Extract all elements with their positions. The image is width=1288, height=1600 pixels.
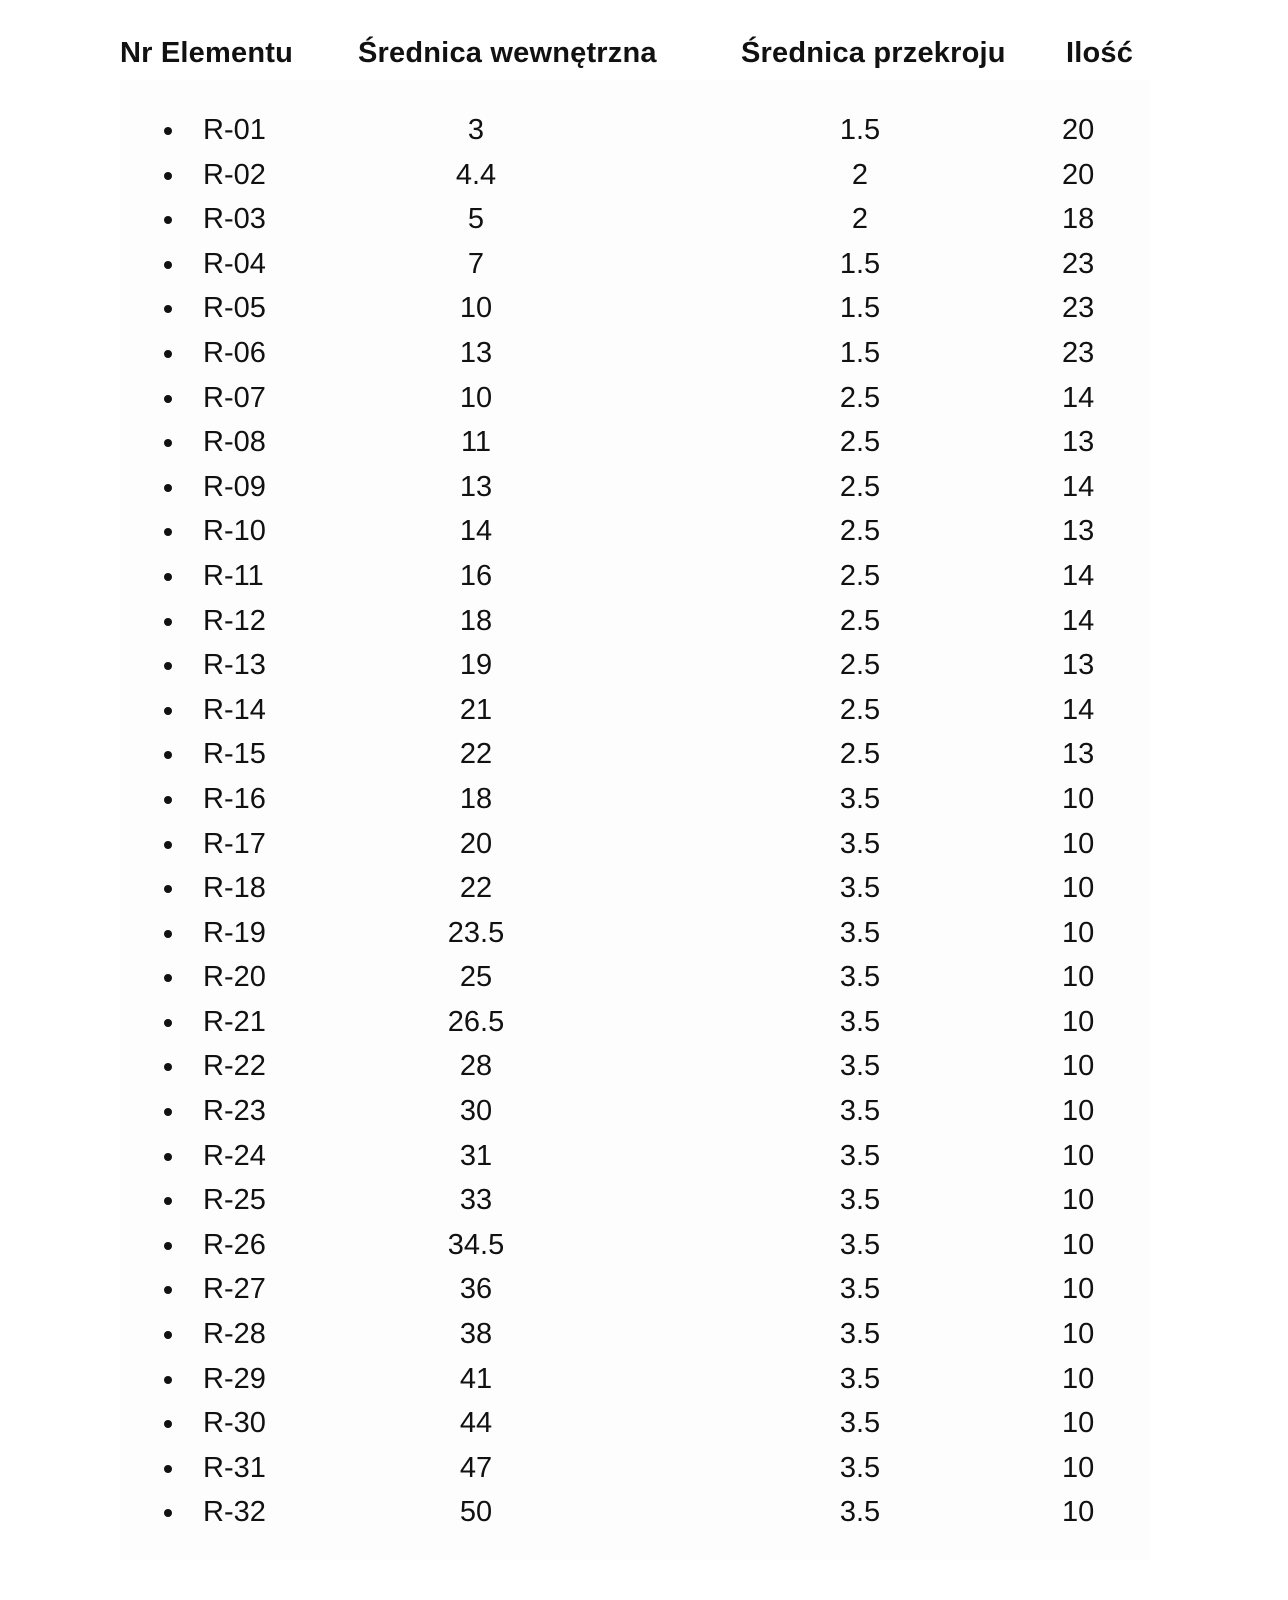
element-number: R-20 bbox=[203, 961, 266, 994]
cross-section-value: 3.5 bbox=[839, 1407, 881, 1440]
inner-diameter-value: 3 bbox=[467, 114, 485, 146]
inner-diameter-value: 13 bbox=[459, 470, 493, 503]
list-item bbox=[0, 1044, 1288, 1089]
quantity-value: 23 bbox=[1062, 247, 1095, 280]
inner-diameter-value: 21 bbox=[459, 693, 493, 726]
list-item bbox=[0, 376, 1288, 421]
quantity-value: 23 bbox=[1062, 336, 1095, 369]
quantity-value: 10 bbox=[1062, 1407, 1095, 1440]
header-inner-diameter: Średnica wewnętrzna bbox=[358, 37, 657, 69]
list-item bbox=[0, 153, 1288, 198]
inner-diameter-value: 5 bbox=[467, 203, 485, 236]
element-number: R-15 bbox=[203, 738, 266, 771]
quantity-value: 10 bbox=[1062, 1318, 1095, 1351]
element-number: R-28 bbox=[203, 1318, 266, 1351]
element-number: R-16 bbox=[203, 782, 266, 815]
cross-section-value: 3.5 bbox=[839, 1095, 881, 1128]
cross-section-value: 3.5 bbox=[839, 1139, 881, 1172]
list-item bbox=[0, 822, 1288, 867]
element-number: R-08 bbox=[203, 426, 266, 459]
element-number: R-06 bbox=[203, 336, 266, 369]
header-quantity: Ilość bbox=[1066, 37, 1134, 69]
bullet-icon bbox=[164, 172, 172, 180]
quantity-value: 10 bbox=[1062, 1273, 1095, 1306]
quantity-value: 10 bbox=[1062, 1184, 1095, 1217]
quantity-value: 14 bbox=[1062, 559, 1095, 592]
cross-section-value: 2.5 bbox=[839, 649, 881, 682]
cross-section-value: 3.5 bbox=[839, 1273, 881, 1306]
inner-diameter-value: 19 bbox=[459, 649, 493, 682]
element-number: R-14 bbox=[203, 693, 266, 726]
bullet-icon bbox=[164, 1242, 172, 1250]
quantity-value: 10 bbox=[1062, 782, 1095, 815]
bullet-icon bbox=[164, 707, 172, 715]
inner-diameter-value: 31 bbox=[459, 1139, 493, 1172]
quantity-value: 13 bbox=[1062, 426, 1095, 459]
quantity-value: 10 bbox=[1062, 1139, 1095, 1172]
list-item bbox=[0, 1446, 1288, 1491]
element-number: R-13 bbox=[203, 649, 266, 682]
element-number: R-04 bbox=[203, 247, 266, 280]
bullet-icon bbox=[164, 261, 172, 269]
bullet-icon bbox=[164, 1153, 172, 1161]
list-item bbox=[0, 420, 1288, 465]
list-item bbox=[0, 732, 1288, 777]
inner-diameter-value: 18 bbox=[459, 604, 493, 637]
element-number: R-23 bbox=[203, 1095, 266, 1128]
list-item bbox=[0, 1134, 1288, 1179]
cross-section-value: 3.5 bbox=[839, 1318, 881, 1351]
element-number: R-26 bbox=[203, 1228, 266, 1261]
list-item bbox=[0, 1357, 1288, 1402]
cross-section-value: 3.5 bbox=[839, 1005, 881, 1038]
inner-diameter-value: 20 bbox=[459, 827, 493, 860]
element-number: R-02 bbox=[203, 158, 266, 191]
bullet-icon bbox=[164, 127, 172, 135]
cross-section-value: 2.5 bbox=[839, 515, 881, 548]
cross-section-value: 3.5 bbox=[839, 782, 881, 815]
list-item bbox=[0, 1178, 1288, 1223]
bullet-icon bbox=[164, 439, 172, 447]
cross-section-value: 2.5 bbox=[839, 559, 881, 592]
bullet-icon bbox=[164, 618, 172, 626]
inner-diameter-value: 41 bbox=[459, 1362, 493, 1395]
list-item bbox=[0, 331, 1288, 376]
inner-diameter-value: 7 bbox=[467, 247, 485, 280]
list-item bbox=[0, 911, 1288, 956]
inner-diameter-value: 44 bbox=[459, 1407, 493, 1440]
list-item bbox=[0, 1267, 1288, 1312]
bullet-icon bbox=[164, 216, 172, 224]
bullet-icon bbox=[164, 1420, 172, 1428]
parts-list bbox=[0, 108, 1288, 1535]
element-number: R-21 bbox=[203, 1005, 266, 1038]
list-item bbox=[0, 777, 1288, 822]
bullet-icon bbox=[164, 1376, 172, 1384]
inner-diameter-value: 28 bbox=[459, 1050, 493, 1083]
quantity-value: 10 bbox=[1062, 1228, 1095, 1261]
bullet-icon bbox=[164, 1063, 172, 1071]
cross-section-value: 1.5 bbox=[839, 336, 881, 369]
quantity-value: 14 bbox=[1062, 693, 1095, 726]
element-number: R-32 bbox=[203, 1496, 266, 1529]
list-item bbox=[0, 1000, 1288, 1045]
quantity-value: 13 bbox=[1062, 515, 1095, 548]
list-item bbox=[0, 643, 1288, 688]
header-element-number: Nr Elementu bbox=[120, 37, 294, 69]
element-number: R-18 bbox=[203, 872, 266, 905]
quantity-value: 10 bbox=[1062, 961, 1095, 994]
cross-section-value: 3.5 bbox=[839, 1451, 881, 1484]
element-number: R-19 bbox=[203, 916, 266, 949]
quantity-value: 10 bbox=[1062, 1451, 1095, 1484]
element-number: R-03 bbox=[203, 203, 266, 236]
bullet-icon bbox=[164, 395, 172, 403]
cross-section-value: 2.5 bbox=[839, 738, 881, 771]
bullet-icon bbox=[164, 974, 172, 982]
element-number: R-22 bbox=[203, 1050, 266, 1083]
inner-diameter-value: 4.4 bbox=[455, 158, 497, 191]
inner-diameter-value: 22 bbox=[459, 738, 493, 771]
inner-diameter-value: 16 bbox=[459, 559, 493, 592]
inner-diameter-value: 38 bbox=[459, 1318, 493, 1351]
list-item bbox=[0, 554, 1288, 599]
quantity-value: 10 bbox=[1062, 916, 1095, 949]
element-number: R-01 bbox=[203, 114, 266, 146]
bullet-icon bbox=[164, 305, 172, 313]
bullet-icon bbox=[164, 841, 172, 849]
bullet-icon bbox=[164, 1108, 172, 1116]
quantity-value: 20 bbox=[1062, 158, 1095, 191]
header-cross-section-diameter: Średnica przekroju bbox=[741, 37, 1006, 69]
cross-section-value: 3.5 bbox=[839, 916, 881, 949]
quantity-value: 10 bbox=[1062, 1496, 1095, 1529]
cross-section-value: 3.5 bbox=[839, 1496, 881, 1529]
cross-section-value: 1.5 bbox=[839, 247, 881, 280]
quantity-value: 13 bbox=[1062, 649, 1095, 682]
cross-section-value: 1.5 bbox=[839, 114, 881, 146]
element-number: R-12 bbox=[203, 604, 266, 637]
bullet-icon bbox=[164, 1019, 172, 1027]
bullet-icon bbox=[164, 930, 172, 938]
table-header bbox=[0, 30, 1288, 76]
list-item bbox=[0, 242, 1288, 287]
element-number: R-17 bbox=[203, 827, 266, 860]
quantity-value: 10 bbox=[1062, 1050, 1095, 1083]
bullet-icon bbox=[164, 1465, 172, 1473]
bullet-icon bbox=[164, 1331, 172, 1339]
bullet-icon bbox=[164, 885, 172, 893]
quantity-value: 23 bbox=[1062, 292, 1095, 325]
cross-section-value: 2.5 bbox=[839, 426, 881, 459]
element-number: R-07 bbox=[203, 381, 266, 414]
bullet-icon bbox=[164, 1286, 172, 1294]
quantity-value: 18 bbox=[1062, 203, 1095, 236]
cross-section-value: 2 bbox=[851, 203, 869, 236]
inner-diameter-value: 22 bbox=[459, 872, 493, 905]
list-item bbox=[0, 197, 1288, 242]
inner-diameter-value: 30 bbox=[459, 1095, 493, 1128]
bullet-icon bbox=[164, 484, 172, 492]
cross-section-value: 3.5 bbox=[839, 1362, 881, 1395]
cross-section-value: 3.5 bbox=[839, 1184, 881, 1217]
list-item bbox=[0, 866, 1288, 911]
inner-diameter-value: 10 bbox=[459, 381, 493, 414]
cross-section-value: 1.5 bbox=[839, 292, 881, 325]
inner-diameter-value: 10 bbox=[459, 292, 493, 325]
cross-section-value: 3.5 bbox=[839, 872, 881, 905]
inner-diameter-value: 26.5 bbox=[447, 1005, 505, 1038]
inner-diameter-value: 23.5 bbox=[447, 916, 505, 949]
list-item bbox=[0, 465, 1288, 510]
cross-section-value: 3.5 bbox=[839, 961, 881, 994]
cross-section-value: 3.5 bbox=[839, 1228, 881, 1261]
element-number: R-10 bbox=[203, 515, 266, 548]
inner-diameter-value: 34.5 bbox=[447, 1228, 505, 1261]
cross-section-value: 2.5 bbox=[839, 381, 881, 414]
quantity-value: 10 bbox=[1062, 1095, 1095, 1128]
element-number: R-30 bbox=[203, 1407, 266, 1440]
bullet-icon bbox=[164, 528, 172, 536]
cross-section-value: 2.5 bbox=[839, 470, 881, 503]
bullet-icon bbox=[164, 796, 172, 804]
cross-section-value: 3.5 bbox=[839, 827, 881, 860]
inner-diameter-value: 50 bbox=[459, 1496, 493, 1529]
bullet-icon bbox=[164, 751, 172, 759]
list-item bbox=[0, 108, 1288, 153]
bullet-icon bbox=[164, 573, 172, 581]
cross-section-value: 2 bbox=[851, 158, 869, 191]
quantity-value: 10 bbox=[1062, 1362, 1095, 1395]
inner-diameter-value: 47 bbox=[459, 1451, 493, 1484]
quantity-value: 14 bbox=[1062, 604, 1095, 637]
cross-section-value: 3.5 bbox=[839, 1050, 881, 1083]
inner-diameter-value: 33 bbox=[459, 1184, 493, 1217]
bullet-icon bbox=[164, 662, 172, 670]
list-item bbox=[0, 688, 1288, 733]
inner-diameter-value: 11 bbox=[460, 426, 492, 459]
element-number: R-11 bbox=[203, 559, 264, 592]
inner-diameter-value: 18 bbox=[459, 782, 493, 815]
element-number: R-24 bbox=[203, 1139, 266, 1172]
inner-diameter-value: 25 bbox=[459, 961, 493, 994]
list-item bbox=[0, 955, 1288, 1000]
element-number: R-31 bbox=[203, 1451, 266, 1484]
list-item bbox=[0, 1223, 1288, 1268]
element-number: R-29 bbox=[203, 1362, 266, 1395]
element-number: R-27 bbox=[203, 1273, 266, 1306]
bullet-icon bbox=[164, 1197, 172, 1205]
cross-section-value: 2.5 bbox=[839, 693, 881, 726]
quantity-value: 14 bbox=[1062, 470, 1095, 503]
element-number: R-25 bbox=[203, 1184, 266, 1217]
cross-section-value: 2.5 bbox=[839, 604, 881, 637]
list-item bbox=[0, 1089, 1288, 1134]
inner-diameter-value: 36 bbox=[459, 1273, 493, 1306]
list-item bbox=[0, 1401, 1288, 1446]
inner-diameter-value: 13 bbox=[459, 336, 493, 369]
element-number: R-09 bbox=[203, 470, 266, 503]
list-item bbox=[0, 1312, 1288, 1357]
quantity-value: 10 bbox=[1062, 872, 1095, 905]
quantity-value: 20 bbox=[1062, 114, 1095, 146]
element-number: R-05 bbox=[203, 292, 266, 325]
quantity-value: 13 bbox=[1062, 738, 1095, 771]
inner-diameter-value: 14 bbox=[459, 515, 493, 548]
list-item bbox=[0, 509, 1288, 554]
quantity-value: 10 bbox=[1062, 827, 1095, 860]
list-item bbox=[0, 1490, 1288, 1535]
list-item bbox=[0, 599, 1288, 644]
list-item bbox=[0, 286, 1288, 331]
quantity-value: 14 bbox=[1062, 381, 1095, 414]
bullet-icon bbox=[164, 350, 172, 358]
bullet-icon bbox=[164, 1509, 172, 1517]
quantity-value: 10 bbox=[1062, 1005, 1095, 1038]
